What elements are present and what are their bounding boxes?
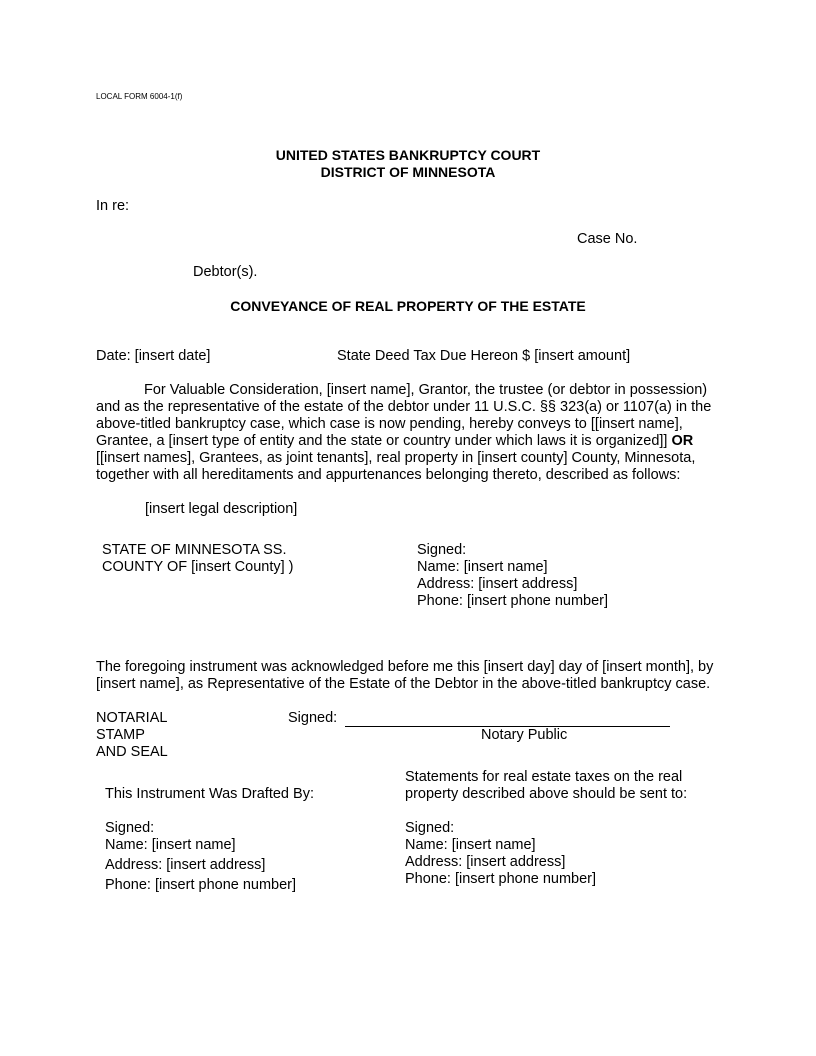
drafter-signed: Signed:: [105, 820, 155, 836]
court-name: UNITED STATES BANKRUPTCY COURT: [275, 147, 541, 163]
deed-tax-line: State Deed Tax Due Hereon $ [insert amount]: [337, 348, 631, 364]
tax-heading-line: property described above should be sent to:: [405, 786, 688, 802]
grantor-address: Address: [insert address]: [417, 576, 578, 592]
tax-heading-line: Statements for real estate taxes on the real: [405, 769, 683, 785]
tax-statements-block: [405, 820, 596, 888]
conveyance-paragraph: [96, 382, 736, 484]
grantor-signature-block: [417, 542, 608, 610]
drafter-address: Address: [insert address]: [105, 857, 266, 873]
in-re-label: In re:: [96, 198, 130, 214]
form-number: LOCAL FORM 6004-1(f): [96, 92, 183, 101]
stamp-line: NOTARIAL: [96, 710, 168, 726]
acknowledgment-paragraph: [96, 659, 736, 693]
tax-address: Address: [insert address]: [405, 854, 566, 870]
court-district: DISTRICT OF MINNESOTA: [320, 164, 496, 180]
ack-line: [insert name], as Representative of the Estate of the Debtor in the above-titled bankruptcy case.: [96, 676, 711, 692]
notarial-stamp-label: [96, 710, 168, 761]
body-line: [[insert names], Grantees, as joint tenants], real property in [insert county] County, Minnesota,: [96, 450, 696, 466]
body-line: and as the representative of the estate of the debtor under 11 U.S.C. §§ 323(a) or 1107(a) in the: [96, 399, 712, 415]
grantor-name: Name: [insert name]: [417, 559, 548, 575]
tax-statements-heading: [405, 769, 687, 803]
legal-description: [insert legal description]: [145, 501, 298, 517]
venue-state: STATE OF MINNESOTA SS.: [102, 542, 287, 558]
drafter-name: Name: [insert name]: [105, 837, 236, 853]
body-line: above-titled bankruptcy case, which case is now pending, hereby conveys to [[insert name],: [96, 416, 683, 432]
stamp-line: AND SEAL: [96, 744, 168, 760]
body-line: For Valuable Consideration, [insert name], Grantor, the trustee (or debtor in possession): [144, 382, 708, 398]
tax-name: Name: [insert name]: [405, 837, 536, 853]
ack-line: The foregoing instrument was acknowledged before me this [insert day] day of [insert month], by: [96, 659, 714, 675]
notary-signed-label: Signed:: [288, 710, 338, 726]
venue-county: COUNTY OF [insert County] ): [102, 559, 294, 575]
or-keyword: OR: [671, 433, 694, 449]
grantor-phone: Phone: [insert phone number]: [417, 593, 609, 609]
debtors-label: Debtor(s).: [193, 264, 258, 280]
stamp-line: STAMP: [96, 727, 145, 743]
drafted-by-heading: This Instrument Was Drafted By:: [105, 786, 314, 802]
notary-public-label: Notary Public: [481, 727, 568, 743]
body-line: together with all hereditaments and appurtenances belonging thereto, described as follows:: [96, 467, 681, 483]
document-title: CONVEYANCE OF REAL PROPERTY OF THE ESTATE: [230, 298, 586, 314]
drafter-phone: Phone: [insert phone number]: [105, 877, 297, 893]
body-line-text: Grantee, a [insert type of entity and the state or country under which laws it is organized]]: [96, 433, 672, 449]
tax-signed: Signed:: [405, 820, 455, 836]
body-line: [96, 433, 736, 450]
grantor-signed: Signed:: [417, 542, 467, 558]
venue-block: [102, 542, 294, 576]
drafted-by-block: [105, 820, 296, 894]
case-number-label: Case No.: [577, 231, 638, 247]
tax-phone: Phone: [insert phone number]: [405, 871, 597, 887]
date-line: Date: [insert date]: [96, 348, 211, 364]
